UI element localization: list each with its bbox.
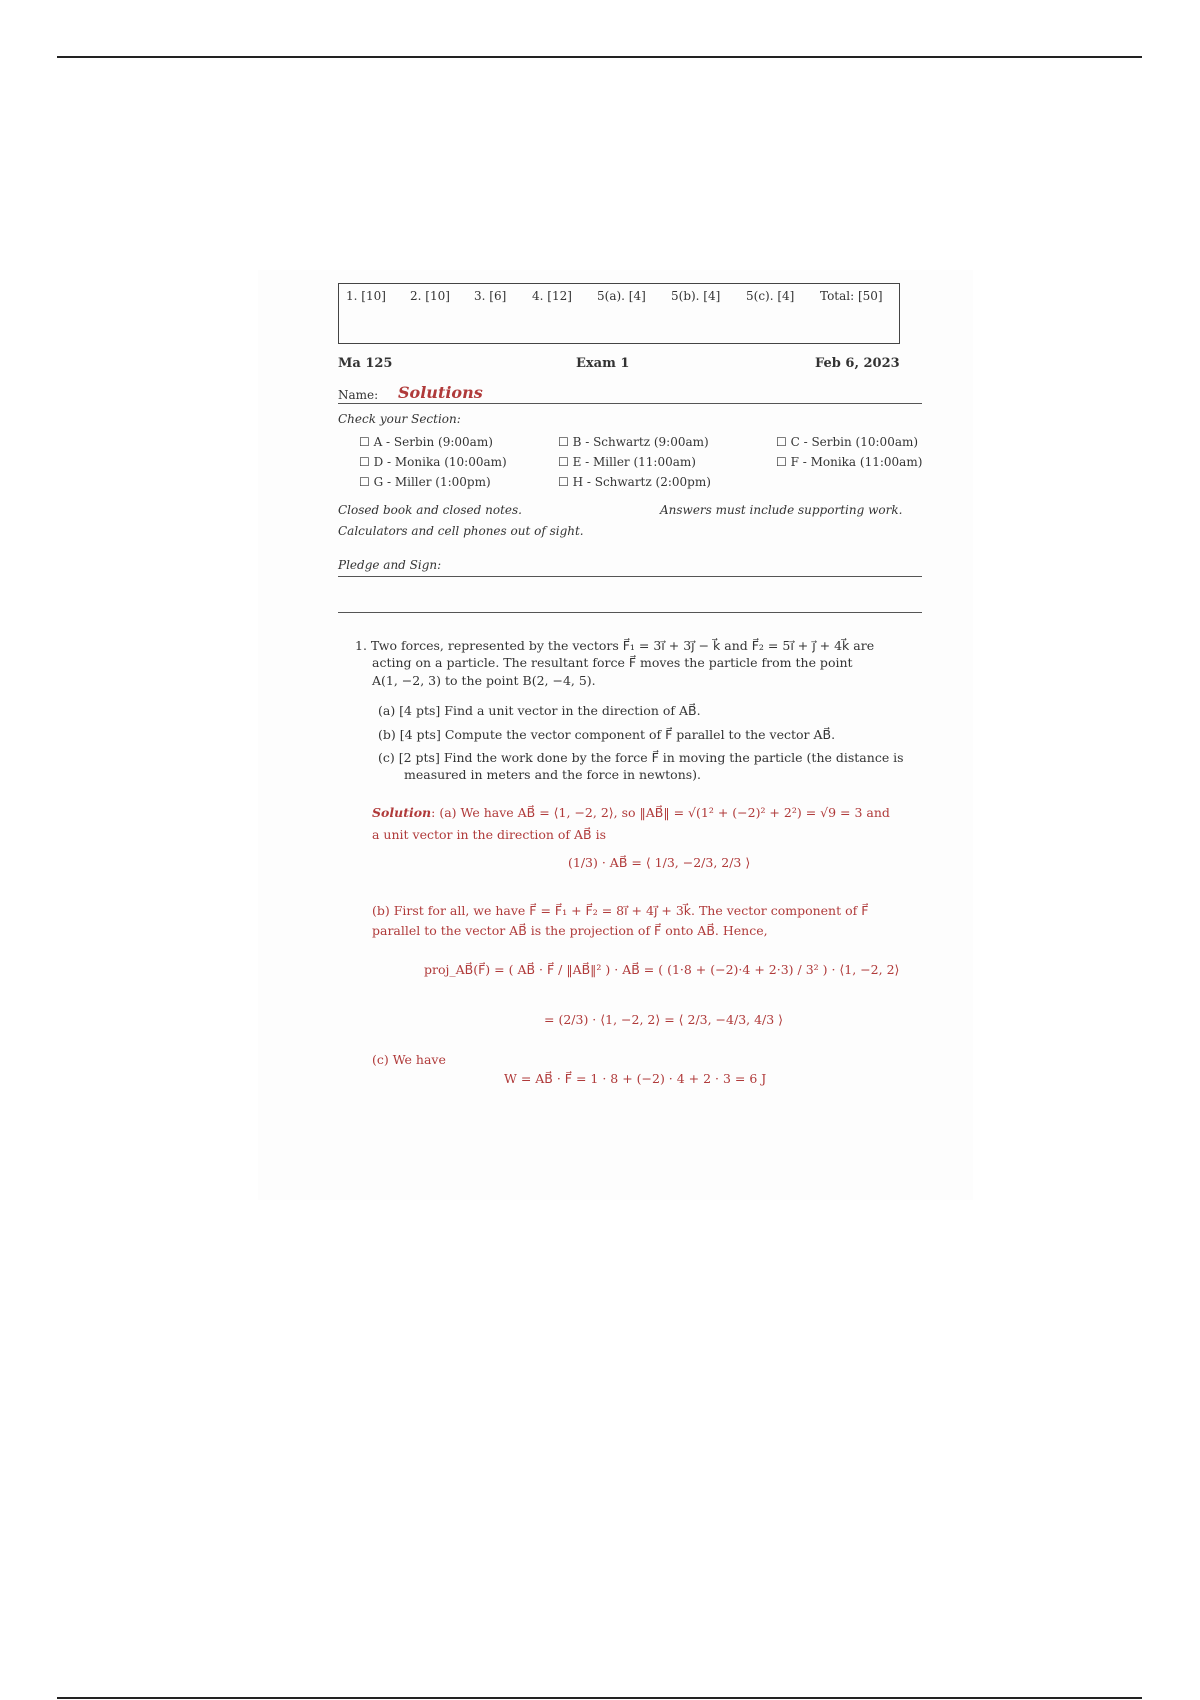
pledge-line [338,576,922,577]
section-option[interactable]: ☐ G - Miller (1:00pm) [359,475,491,489]
top-rule [57,56,1142,58]
section-option[interactable]: ☐ A - Serbin (9:00am) [359,435,493,449]
course-title: Ma 125 [338,356,393,371]
solution-text: (b) First for all, we have F⃗ = F⃗₁ + F⃗₂ = 8i⃗ + 4j⃗ + 3k⃗. The vector component of F⃗ [372,903,869,918]
problem-part-c: measured in meters and the force in newtons). [404,767,702,782]
section-option[interactable]: ☐ C - Serbin (10:00am) [776,435,919,449]
score-item: 2. [10] [410,289,450,303]
score-item: 3. [6] [474,289,507,303]
score-item: 1. [10] [346,289,386,303]
section-prompt: Check your Section: [338,412,461,426]
solution-formula: = (2/3) · ⟨1, −2, 2⟩ = ⟨ 2/3, −4/3, 4/3 ⟩ [544,1012,784,1027]
problem-part-a: (a) [4 pts] Find a unit vector in the direction of AB⃗. [378,703,701,718]
section-option[interactable]: ☐ B - Schwartz (9:00am) [558,435,709,449]
rule-closed-book: Closed book and closed notes. [338,503,522,517]
problem-text: A(1, −2, 3) to the point B(2, −4, 5). [372,673,596,688]
exam-title: Exam 1 [576,356,630,371]
rule-calculators: Calculators and cell phones out of sight. [338,524,584,538]
solution-label: Solution [372,805,432,820]
signature-line [338,612,922,613]
score-item: 5(b). [4] [671,289,721,303]
problem-text: 1. Two forces, represented by the vectors F⃗₁ = 3i⃗ + 3j⃗ − k⃗ and F⃗₂ = 5i⃗ + j⃗ + 4k⃗ are [355,638,875,653]
rule-answers: Answers must include supporting work. [660,503,903,517]
solution-text: parallel to the vector AB⃗ is the projection of F⃗ onto AB⃗. Hence, [372,923,768,938]
score-item: 4. [12] [532,289,572,303]
score-item: Total: [50] [820,289,883,303]
solution-text: a unit vector in the direction of AB⃗ is [372,827,607,842]
exam-date: Feb 6, 2023 [815,356,900,371]
solution-text: (c) We have [372,1052,446,1067]
name-value: Solutions [398,383,483,402]
section-option[interactable]: ☐ E - Miller (11:00am) [558,455,696,469]
pledge-label: Pledge and Sign: [338,558,442,572]
score-item: 5(a). [4] [597,289,646,303]
solution-formula: (1/3) · AB⃗ = ⟨ 1/3, −2/3, 2/3 ⟩ [568,855,751,870]
name-line [338,403,922,404]
solution-a-line1 [372,805,890,820]
problem-part-c: (c) [2 pts] Find the work done by the force F⃗ in moving the particle (the distance is [378,750,904,765]
solution-formula: W = AB⃗ · F⃗ = 1 · 8 + (−2) · 4 + 2 · 3 = 6 J [504,1071,767,1086]
section-option[interactable]: ☐ H - Schwartz (2:00pm) [558,475,711,489]
score-item: 5(c). [4] [746,289,795,303]
section-option[interactable]: ☐ F - Monika (11:00am) [776,455,923,469]
problem-part-b: (b) [4 pts] Compute the vector component of F⃗ parallel to the vector AB⃗. [378,727,836,742]
bottom-rule [57,1697,1142,1699]
section-option[interactable]: ☐ D - Monika (10:00am) [359,455,507,469]
solution-text: : (a) We have AB⃗ = ⟨1, −2, 2⟩, so ‖AB⃗‖ = √(1² + (−2)² + 2²) = √9 = 3 and [431,805,890,820]
problem-text: acting on a particle. The resultant force F⃗ moves the particle from the point [372,655,853,670]
name-label: Name: [338,388,379,402]
solution-formula: proj_AB⃗(F⃗) = ( AB⃗ · F⃗ / ‖AB⃗‖² ) · AB⃗ = ( (1·8 + (−2)·4 + 2·3) / 3² ) · ⟨1, −2, 2⟩ [424,962,900,977]
